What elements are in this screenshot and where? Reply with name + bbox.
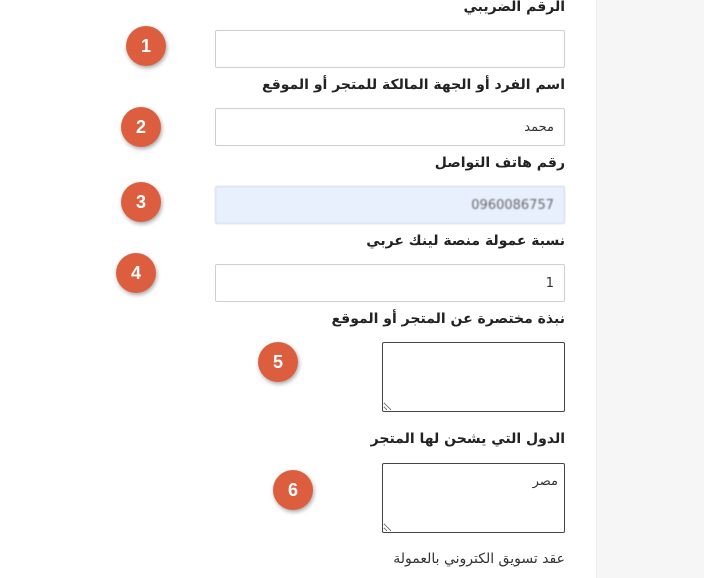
contact-phone-label: رقم هاتف التواصل (434, 155, 565, 171)
badge-3: 3 (121, 182, 161, 222)
commission-rate-input[interactable] (215, 264, 565, 302)
contact-phone-input[interactable] (215, 186, 565, 224)
badge-5: 5 (258, 342, 298, 382)
badge-2: 2 (121, 107, 161, 147)
tax-number-input[interactable] (215, 30, 565, 68)
owner-name-label: اسم الفرد أو الجهة المالكة للمتجر أو الموقع (262, 77, 565, 93)
contract-label: عقد تسويق الكتروني بالعمولة (393, 551, 565, 567)
shipping-countries-label: الدول التي يشحن لها المتجر (370, 431, 565, 447)
badge-1: 1 (126, 26, 166, 66)
badge-6: 6 (273, 470, 313, 510)
shipping-countries-textarea[interactable] (382, 463, 565, 533)
side-panel (596, 0, 704, 578)
tax-number-label: الرقم الضريبي (463, 0, 565, 15)
owner-name-input[interactable] (215, 108, 565, 146)
store-brief-label: نبذة مختصرة عن المتجر أو الموقع (331, 311, 565, 327)
commission-rate-label: نسبة عمولة منصة لينك عربي (366, 233, 565, 249)
badge-4: 4 (116, 253, 156, 293)
store-brief-textarea[interactable] (382, 342, 565, 412)
